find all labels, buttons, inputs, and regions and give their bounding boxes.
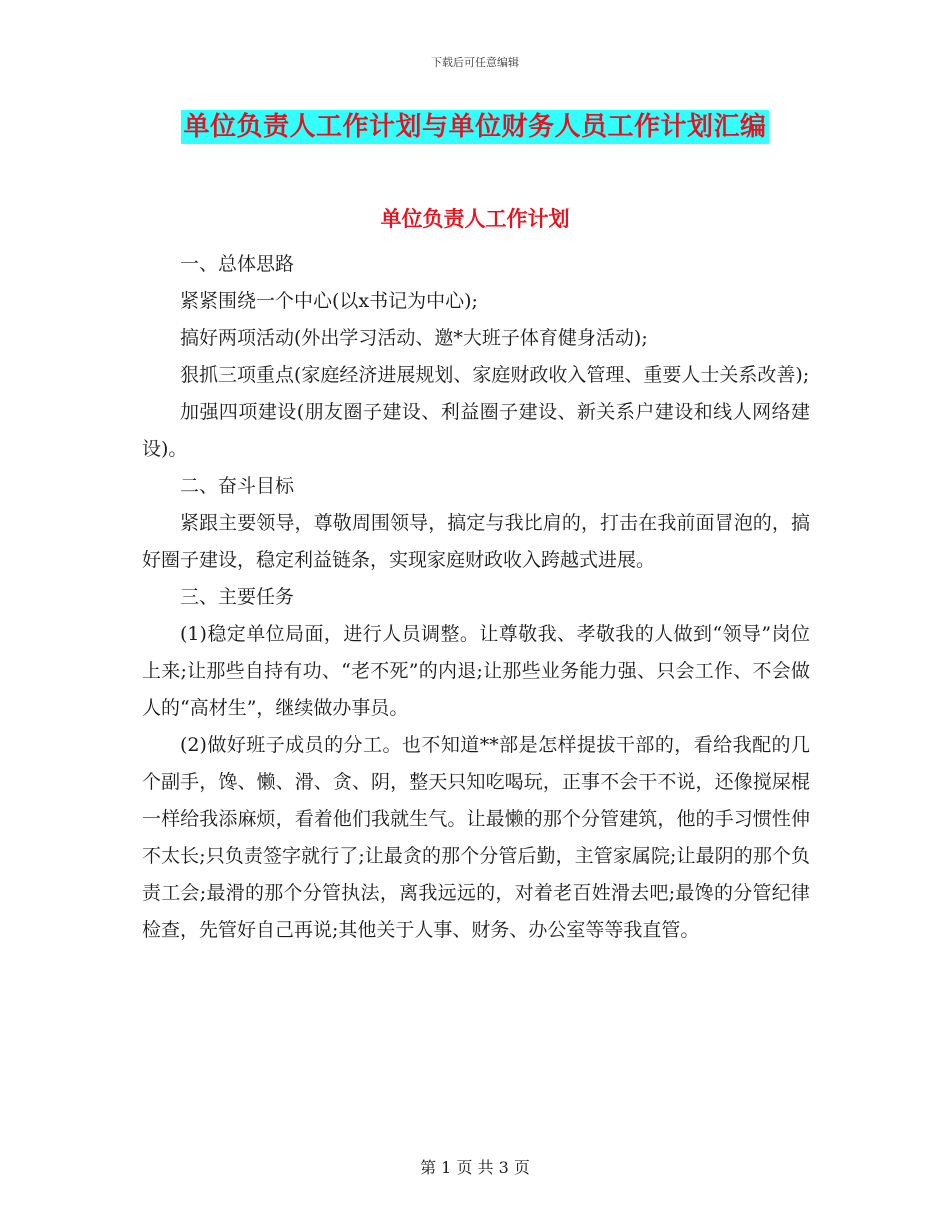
main-title-container [0,110,950,144]
section-title: 单位负责人工作计划 [380,207,570,231]
paragraph-goals: 紧跟主要领导，尊敬周围领导，搞定与我比肩的，打击在我前面冒泡的，搞好圈子建设，稳定利益链条，实现家庭财政收入跨越式进展。 [142,512,810,571]
heading-overall-approach: 一、总体思路 [180,253,295,275]
paragraph-four-constructions: 加强四项建设(朋友圈子建设、利益圈子建设、新关系户建设和线人网络建设)。 [142,401,810,460]
document-body [142,246,810,949]
heading-main-tasks: 三、主要任务 [180,586,295,608]
paragraph-three-priorities: 狠抓三项重点(家庭经济进展规划、家庭财政收入管理、重要人士关系改善); [180,364,810,386]
paragraph-one-center: 紧紧围绕一个中心(以x书记为中心); [180,290,478,312]
paragraph-two-activities: 搞好两项活动(外出学习活动、邀*大班子体育健身活动); [180,327,648,349]
paragraph-task-2: (2)做好班子成员的分工。也不知道**部是怎样提拔干部的，看给我配的几个副手，馋、懒、滑、贪、阴，整天只知吃喝玩，正事不会干不说，还像搅屎棍一样给我添麻烦，看着他们我就生气。让最懒的那个分管建筑，他的手习惯性伸不太长;只负责签字就行了;让最贪的那个分管后勤，主管家属院;让最阴的那个负责工会;最滑的那个分管执法，离我远远的，对着老百姓滑去吧;最馋的分管纪律检查，先管好自己再说;其他关于人事、财务、办公室等等我直管。 [142,734,810,941]
page-header-note: 下载后可任意编辑 [431,56,519,69]
paragraph-task-1: (1)稳定单位局面，进行人员调整。让尊敬我、孝敬我的人做到“领导”岗位上来;让那些自持有功、“老不死”的内退;让那些业务能力强、只会工作、不会做人的“高材生”，继续做办事员。 [142,623,810,719]
document-main-title: 单位负责人工作计划与单位财务人员工作计划汇编 [183,112,767,142]
page-number: 第 1 页 共 3 页 [420,1158,530,1177]
heading-goals: 二、奋斗目标 [180,475,295,497]
